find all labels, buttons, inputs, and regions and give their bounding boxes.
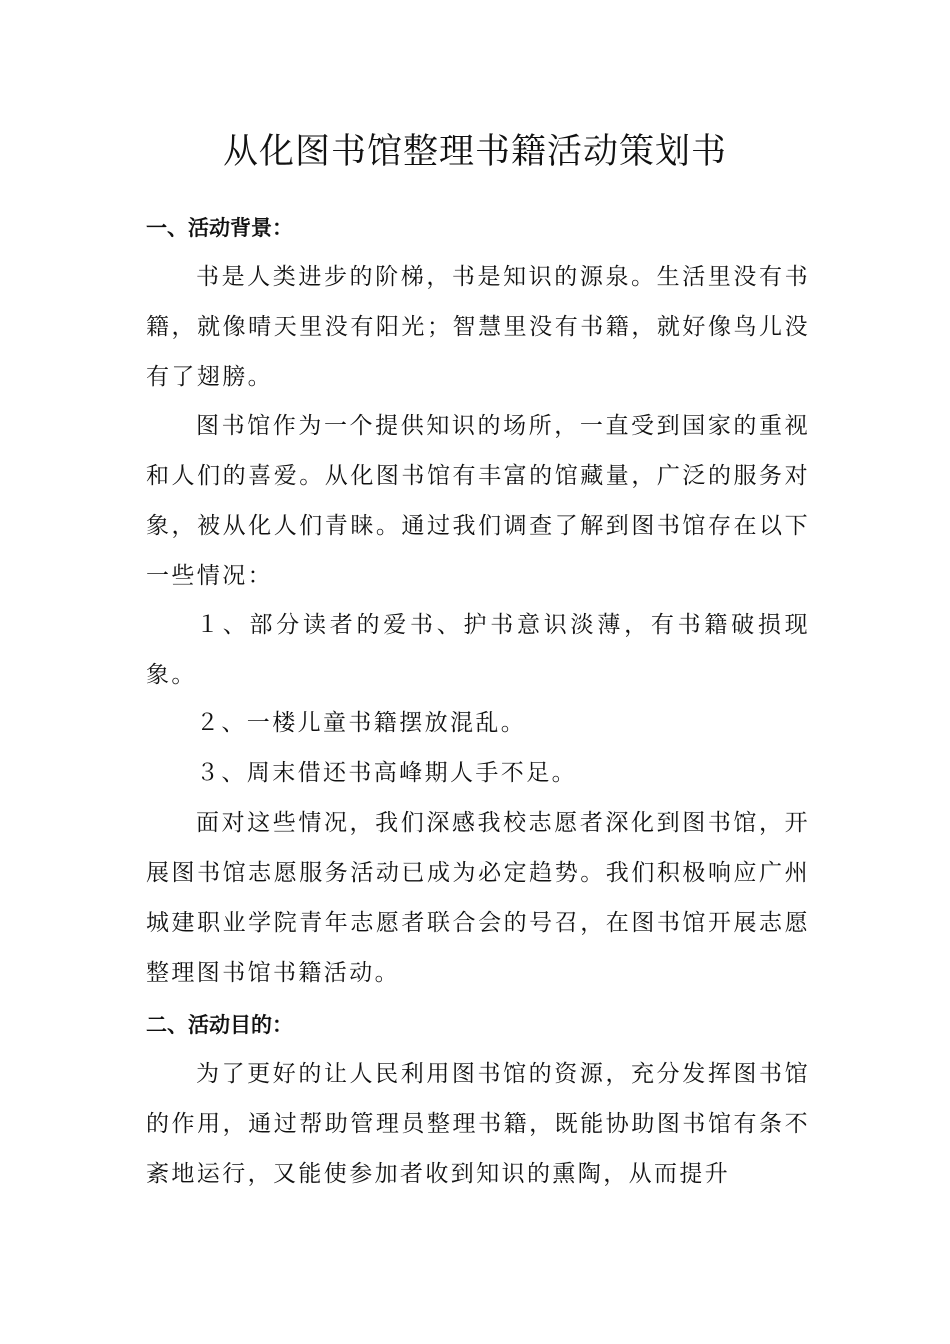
list-item: ２、一楼儿童书籍摆放混乱。 [196, 710, 527, 736]
paragraph: 书是人类进步的阶梯，书是知识的源泉。生活里没有书籍，就像晴天里没有阳光；智慧里没有书籍，就好像鸟儿没有了翅膀。 [146, 264, 810, 390]
section-heading-background: 一、活动背景： [146, 216, 293, 240]
paragraph: 为了更好的让人民利用图书馆的资源，充分发挥图书馆的作用，通过帮助管理员整理书籍，既能协助图书馆有条不紊地运行，又能使参加者收到知识的熏陶，从而提升 [146, 1061, 810, 1187]
paragraph: 图书馆作为一个提供知识的场所，一直受到国家的重视和人们的喜爱。从化图书馆有丰富的馆藏量，广泛的服务对象，被从化人们青睐。通过我们调查了解到图书馆存在以下一些情况： [146, 413, 810, 589]
list-item: ３、周末借还书高峰期人手不足。 [196, 760, 577, 786]
section-heading-purpose: 二、活动目的： [146, 1013, 293, 1037]
paragraph: 面对这些情况，我们深感我校志愿者深化到图书馆，开展图书馆志愿服务活动已成为必定趋势。我们积极响应广州城建职业学院青年志愿者联合会的号召，在图书馆开展志愿整理图书馆书籍活动。 [146, 810, 810, 986]
list-item: １、部分读者的爱书、护书意识淡薄，有书籍破损现象。 [146, 612, 810, 688]
document-title: 从化图书馆整理书籍活动策划书 [222, 132, 727, 172]
